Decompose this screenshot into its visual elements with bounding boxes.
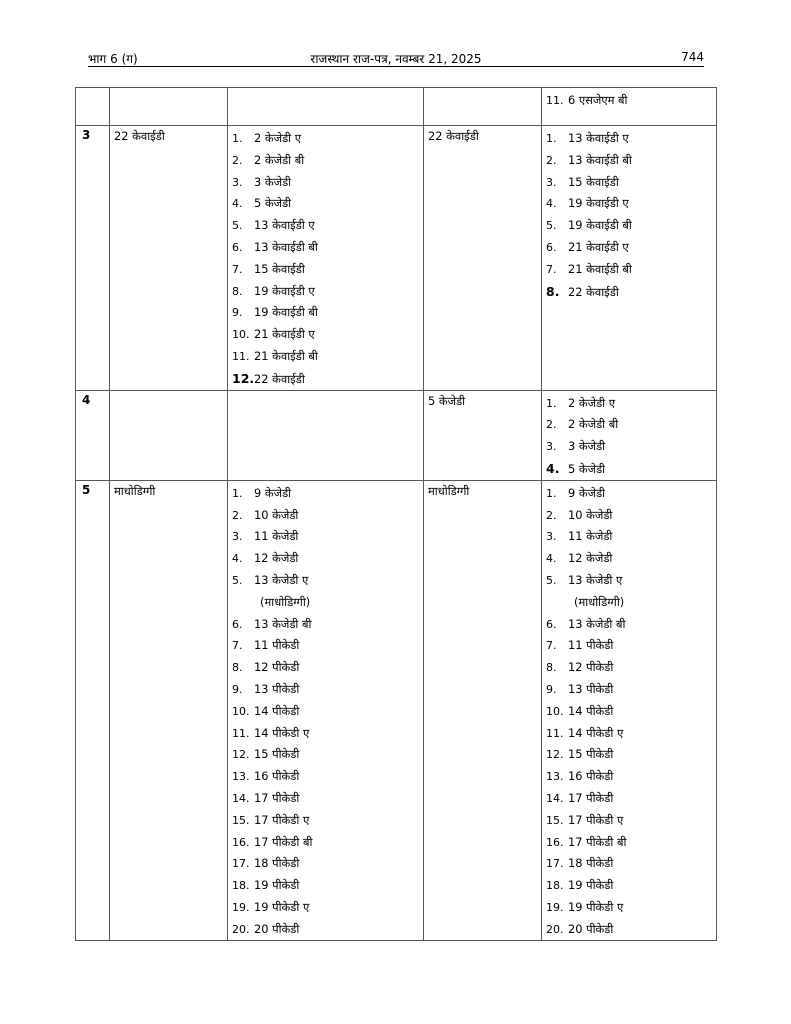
- list-item: [232, 744, 419, 766]
- existing-unit-name-cell: [110, 126, 228, 391]
- item-number: 9.: [546, 682, 557, 696]
- item-text: 13 पीकेडी: [254, 681, 300, 696]
- item-number: 17.: [232, 857, 250, 871]
- list-item: [546, 505, 712, 527]
- list-item: [546, 657, 712, 679]
- item-number: 20.: [232, 922, 250, 936]
- item-text: 14 पीकेडी ए: [568, 725, 624, 740]
- new-unit-name-cell: [424, 88, 542, 126]
- existing-unit-name-cell: [110, 88, 228, 126]
- page-number: 744: [681, 50, 704, 64]
- list-item: [546, 237, 712, 259]
- list-item: [232, 324, 419, 346]
- list-item: [232, 679, 419, 701]
- item-number: 2.: [232, 153, 243, 167]
- item-text: 14 पीकेडी ए: [254, 725, 310, 740]
- item-number: 2.: [546, 418, 557, 432]
- list-item: [546, 570, 712, 592]
- item-text: 6 एसजेएम बी: [568, 93, 628, 107]
- new-unit-list-cell: [542, 126, 717, 391]
- item-number: 9.: [232, 682, 243, 696]
- serial-number-cell: [76, 126, 110, 391]
- list-item: [232, 526, 419, 548]
- item-text: 13 केजेडी बी: [568, 616, 626, 631]
- item-text: 14 पीकेडी: [254, 703, 300, 718]
- item-number: 4.: [232, 197, 243, 211]
- list-item: [232, 548, 419, 570]
- item-text: 3 केजेडी: [254, 174, 292, 189]
- list-item: [546, 832, 712, 854]
- item-number: 14.: [232, 791, 250, 805]
- table-row: [76, 88, 717, 126]
- section-label: भाग 6 (ग): [88, 52, 138, 66]
- item-number: 4.: [232, 552, 243, 566]
- list-item: [546, 526, 712, 548]
- list-item: [546, 458, 712, 480]
- new-unit-name: 5 केजेडी: [428, 393, 466, 408]
- list-item: [232, 810, 419, 832]
- list-item: [232, 723, 419, 745]
- list-item: [546, 592, 712, 614]
- item-text: 20 पीकेडी: [568, 921, 614, 936]
- item-text: 2 केजेडी ए: [254, 131, 302, 145]
- item-number: 3.: [546, 530, 557, 544]
- list-item: [232, 875, 419, 897]
- existing-unit-list-cell: [228, 480, 424, 941]
- item-text: 21 केवाईडी ए: [568, 239, 629, 254]
- list-item: [232, 832, 419, 854]
- item-number: 2.: [546, 153, 557, 167]
- item-text: 12 पीकेडी: [254, 660, 300, 675]
- list-item: [232, 919, 419, 941]
- new-unit-list: [546, 393, 712, 480]
- item-text: 18 पीकेडी: [568, 856, 614, 871]
- item-number: 10.: [232, 328, 250, 342]
- item-number: 12.: [232, 748, 250, 762]
- item-number: 3.: [546, 175, 557, 189]
- item-number: 10.: [546, 704, 564, 718]
- item-number: 6.: [232, 617, 243, 631]
- item-text: 17 पीकेडी: [254, 790, 300, 805]
- item-text: 17 पीकेडी बी: [254, 834, 313, 849]
- item-text: 17 पीकेडी बी: [568, 834, 627, 849]
- new-unit-name: 22 केवाईडी: [428, 129, 479, 143]
- item-number: 16.: [546, 835, 564, 849]
- list-item: [546, 810, 712, 832]
- item-text: 13 केवाईडी बी: [568, 152, 632, 167]
- list-item: [546, 414, 712, 436]
- item-text: 3 केजेडी: [568, 439, 606, 454]
- list-item: [232, 614, 419, 636]
- existing-unit-list-cell: [228, 126, 424, 391]
- list-item: [232, 505, 419, 527]
- new-unit-name-cell: [424, 480, 542, 941]
- item-text: 22 केवाईडी: [568, 284, 619, 299]
- item-text: (माधोडिग्गी): [260, 594, 311, 609]
- item-text: 21 केवाईडी बी: [254, 348, 318, 363]
- item-text: 11 पीकेडी: [568, 638, 614, 653]
- list-item: [232, 215, 419, 237]
- item-number: 20.: [546, 922, 564, 936]
- item-text: 22 केवाईडी: [254, 371, 305, 386]
- item-number: 8.: [546, 283, 560, 299]
- list-item: [546, 259, 712, 281]
- list-item: [546, 193, 712, 215]
- item-number: 14.: [546, 791, 564, 805]
- list-item: [546, 897, 712, 919]
- item-number: 2.: [232, 508, 243, 522]
- item-number: 15.: [546, 813, 564, 827]
- item-number: 8.: [232, 661, 243, 675]
- page-header: [88, 49, 704, 67]
- item-number: 6.: [232, 240, 243, 254]
- list-item: [546, 393, 712, 415]
- list-item: [546, 788, 712, 810]
- serial-number: 5: [82, 482, 91, 497]
- item-text: 11 पीकेडी: [254, 638, 300, 653]
- new-unit-name-cell: [424, 126, 542, 391]
- list-item: [232, 346, 419, 368]
- item-number: 10.: [232, 704, 250, 718]
- item-number: 4.: [546, 197, 557, 211]
- item-text: 16 पीकेडी: [254, 769, 300, 784]
- item-text: 9 केजेडी: [254, 485, 292, 500]
- item-text: 19 केवाईडी ए: [568, 196, 629, 211]
- item-text: 15 केवाईडी: [568, 174, 619, 189]
- item-number: 7.: [546, 262, 557, 276]
- new-unit-list: [546, 90, 712, 112]
- list-item: [232, 788, 419, 810]
- item-number: 17.: [546, 857, 564, 871]
- new-unit-list: [546, 128, 712, 302]
- item-text: 15 केवाईडी: [254, 261, 305, 276]
- item-number: 1.: [232, 486, 243, 500]
- item-text: 21 केवाईडी बी: [568, 261, 632, 276]
- list-item: [546, 281, 712, 303]
- item-text: 14 पीकेडी: [568, 703, 614, 718]
- list-item: [232, 483, 419, 505]
- item-number: 1.: [232, 132, 243, 145]
- item-text: 10 केजेडी: [568, 507, 613, 522]
- list-item: [546, 875, 712, 897]
- serial-number-cell: [76, 88, 110, 126]
- item-number: 11.: [546, 726, 564, 740]
- existing-unit-name: माधोडिग्गी: [114, 483, 156, 498]
- item-text: 18 पीकेडी: [254, 856, 300, 871]
- item-number: 5.: [546, 573, 557, 587]
- existing-unit-list-cell: [228, 88, 424, 126]
- item-number: 3.: [232, 175, 243, 189]
- item-number: 6.: [546, 617, 557, 631]
- item-number: 3.: [232, 530, 243, 544]
- list-item: [546, 723, 712, 745]
- item-text: 19 केवाईडी बी: [254, 305, 318, 320]
- item-number: 8.: [232, 284, 243, 298]
- new-unit-name: माधोडिग्गी: [428, 483, 470, 498]
- list-item: [546, 172, 712, 194]
- table-row: [76, 126, 717, 391]
- item-text: 13 पीकेडी: [568, 681, 614, 696]
- existing-unit-name-cell: [110, 480, 228, 941]
- table-row: [76, 480, 717, 941]
- list-item: [546, 436, 712, 458]
- new-unit-list-cell: [542, 480, 717, 941]
- item-number: 19.: [232, 900, 250, 914]
- item-text: 11 केजेडी: [568, 529, 613, 544]
- item-number: 18.: [546, 879, 564, 893]
- item-text: 17 पीकेडी ए: [568, 812, 624, 827]
- list-item: [546, 483, 712, 505]
- list-item: [232, 701, 419, 723]
- item-text: 12 केजेडी: [568, 551, 613, 566]
- list-item: [546, 614, 712, 636]
- item-text: 9 केजेडी: [568, 485, 606, 500]
- existing-unit-list: [232, 483, 419, 941]
- item-text: 21 केवाईडी ए: [254, 327, 315, 342]
- item-text: 19 केवाईडी ए: [254, 283, 315, 298]
- gazette-title: राजस्थान राज-पत्र, नवम्बर 21, 2025: [310, 52, 482, 66]
- list-item: [232, 237, 419, 259]
- item-number: 7.: [232, 639, 243, 653]
- list-item: [232, 302, 419, 324]
- item-text: 12 केजेडी: [254, 551, 299, 566]
- list-item: [232, 766, 419, 788]
- existing-unit-list-cell: [228, 390, 424, 480]
- item-number: 13.: [232, 770, 250, 784]
- list-item: [232, 897, 419, 919]
- item-number: 1.: [546, 132, 557, 145]
- item-text: 19 पीकेडी: [254, 878, 300, 893]
- item-number: 15.: [232, 813, 250, 827]
- list-item: [546, 853, 712, 875]
- item-number: 1.: [546, 396, 557, 410]
- item-text: 15 पीकेडी: [254, 747, 300, 762]
- list-item: [232, 657, 419, 679]
- item-text: 5 केजेडी: [254, 196, 292, 211]
- item-text: 10 केजेडी: [254, 507, 299, 522]
- item-number: 11.: [232, 349, 250, 363]
- item-text: 5 केजेडी: [568, 461, 606, 476]
- item-text: 17 पीकेडी ए: [254, 812, 310, 827]
- item-text: 13 केवाईडी ए: [568, 131, 629, 145]
- new-unit-list-cell: [542, 390, 717, 480]
- item-number: 11.: [232, 726, 250, 740]
- item-number: 5.: [232, 573, 243, 587]
- list-item: [546, 215, 712, 237]
- item-text: 13 केवाईडी ए: [254, 218, 315, 233]
- item-number: 8.: [546, 661, 557, 675]
- item-text: 11 केजेडी: [254, 529, 299, 544]
- reorganization-table: [75, 87, 717, 941]
- list-item: [546, 548, 712, 570]
- list-item: [232, 281, 419, 303]
- list-item: [546, 635, 712, 657]
- list-item: [232, 592, 419, 614]
- item-number: 16.: [232, 835, 250, 849]
- list-item: [232, 570, 419, 592]
- item-text: 2 केजेडी बी: [254, 152, 305, 167]
- item-number: 18.: [232, 879, 250, 893]
- list-item: [546, 150, 712, 172]
- list-item: [232, 150, 419, 172]
- item-text: 13 केजेडी बी: [254, 616, 312, 631]
- item-text: 19 पीकेडी ए: [254, 899, 310, 914]
- item-text: 12 पीकेडी: [568, 660, 614, 675]
- item-number: 1.: [546, 486, 557, 500]
- item-number: 4.: [546, 460, 560, 476]
- serial-number-cell: [76, 480, 110, 941]
- list-item: [232, 128, 419, 150]
- serial-number: 4: [82, 392, 91, 407]
- item-number: 9.: [232, 306, 243, 320]
- item-number: 13.: [546, 770, 564, 784]
- item-number: 4.: [546, 552, 557, 566]
- item-number: 19.: [546, 900, 564, 914]
- item-text: 13 केजेडी ए: [254, 572, 309, 587]
- item-number: 3.: [546, 440, 557, 454]
- existing-unit-name-cell: [110, 390, 228, 480]
- serial-number-cell: [76, 390, 110, 480]
- item-number: 6.: [546, 240, 557, 254]
- list-item: [546, 90, 712, 112]
- item-text: 2 केजेडी बी: [568, 417, 619, 432]
- list-item: [232, 259, 419, 281]
- item-text: 20 पीकेडी: [254, 921, 300, 936]
- item-text: 13 केजेडी ए: [568, 572, 623, 587]
- existing-unit-list: [232, 128, 419, 390]
- list-item: [546, 919, 712, 941]
- item-number: 7.: [546, 639, 557, 653]
- list-item: [546, 744, 712, 766]
- list-item: [546, 701, 712, 723]
- existing-unit-name: 22 केवाईडी: [114, 129, 165, 143]
- item-number: 2.: [546, 508, 557, 522]
- new-unit-list-cell: [542, 88, 717, 126]
- item-text: 19 पीकेडी: [568, 878, 614, 893]
- item-text: 19 केवाईडी बी: [568, 218, 632, 233]
- new-unit-name-cell: [424, 390, 542, 480]
- item-number: 5.: [232, 219, 243, 233]
- list-item: [232, 172, 419, 194]
- table-body: [76, 88, 717, 941]
- new-unit-list: [546, 483, 712, 941]
- table-row: [76, 390, 717, 480]
- item-text: 15 पीकेडी: [568, 747, 614, 762]
- list-item: [546, 766, 712, 788]
- list-item: [546, 128, 712, 150]
- item-number: 7.: [232, 262, 243, 276]
- list-item: [232, 853, 419, 875]
- item-text: 19 पीकेडी ए: [568, 899, 624, 914]
- list-item: [232, 193, 419, 215]
- item-number: 12.: [546, 748, 564, 762]
- list-item: [232, 368, 419, 390]
- item-text: 17 पीकेडी: [568, 790, 614, 805]
- item-number: 12.: [232, 370, 255, 386]
- item-text: (माधोडिग्गी): [574, 594, 625, 609]
- item-text: 2 केजेडी ए: [568, 395, 616, 410]
- list-item: [232, 635, 419, 657]
- item-text: 13 केवाईडी बी: [254, 239, 318, 254]
- item-text: 16 पीकेडी: [568, 769, 614, 784]
- serial-number: 3: [82, 128, 91, 142]
- list-item: [546, 679, 712, 701]
- item-number: 5.: [546, 219, 557, 233]
- item-number: 11.: [546, 94, 564, 107]
